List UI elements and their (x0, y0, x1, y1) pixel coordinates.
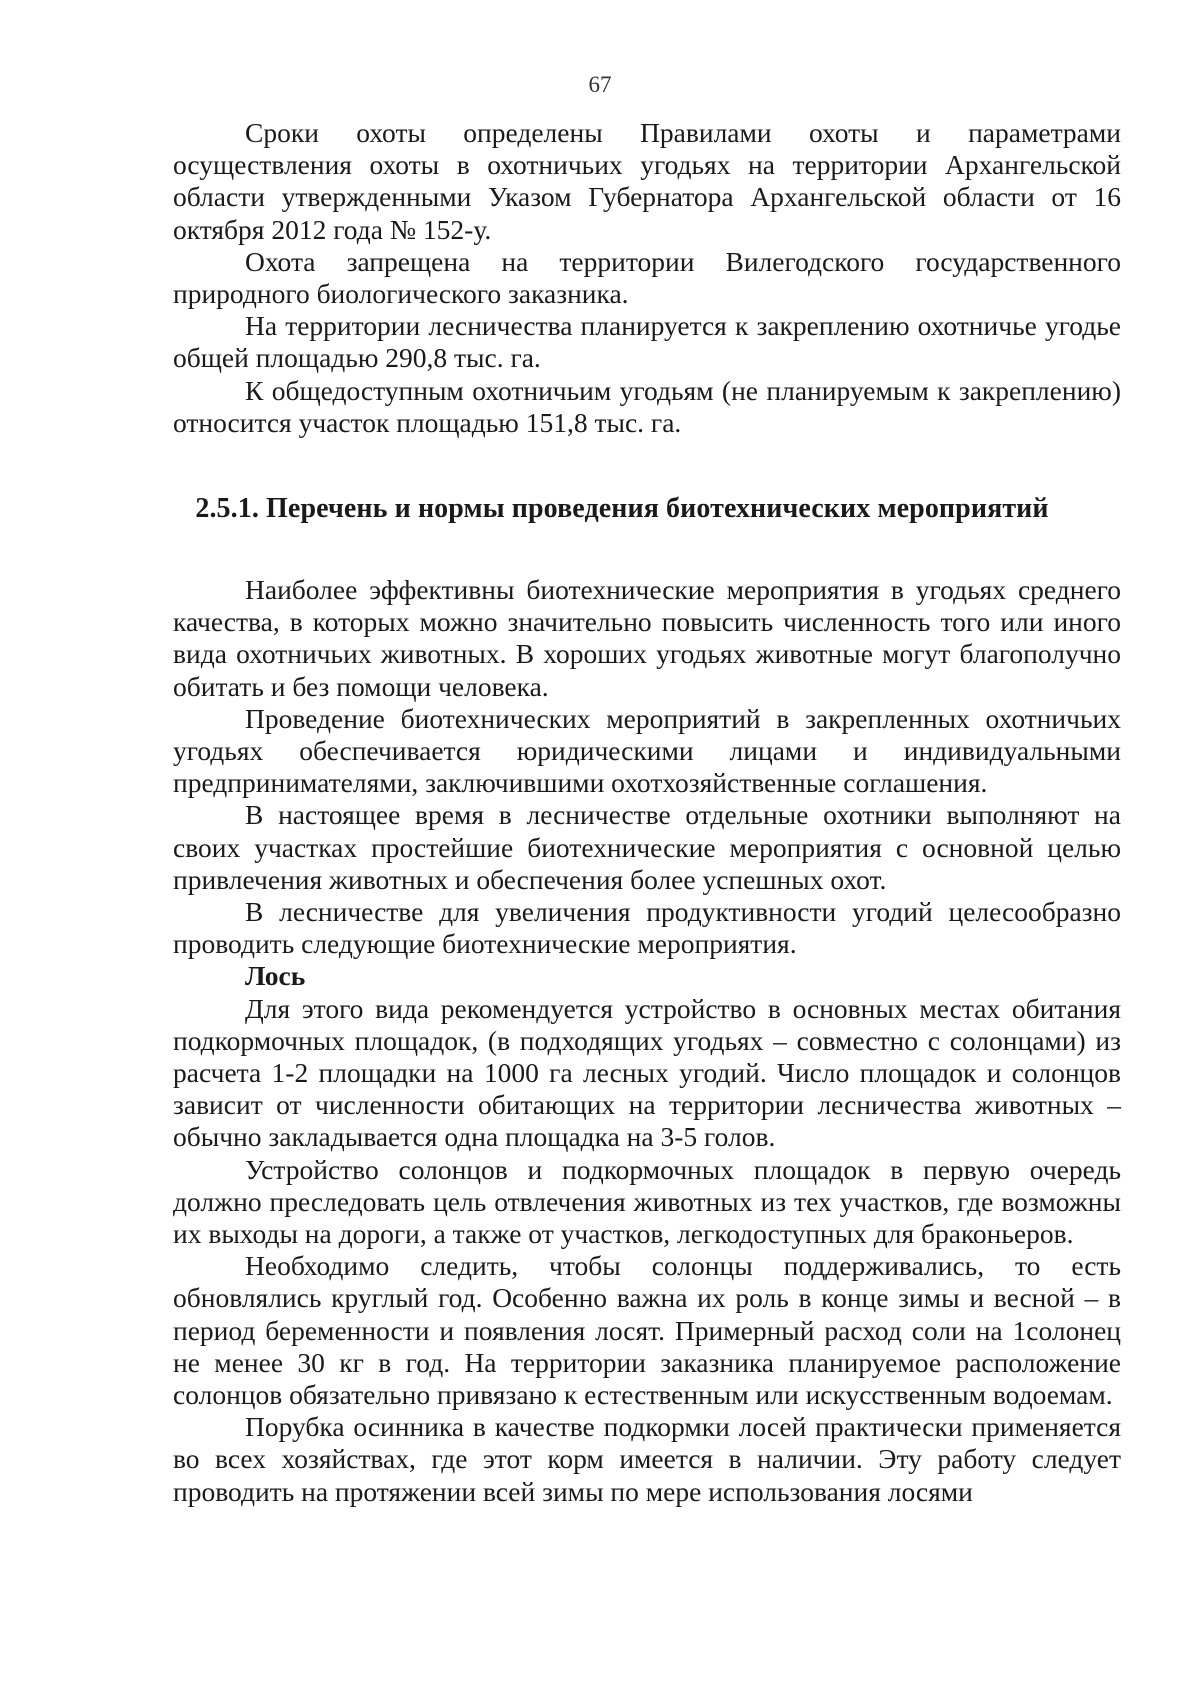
paragraph-salt-licks-purpose: Устройство солонцов и подкормочных площадок в первую очередь должно преследовать цель отвлечения животных из тех участков, где возможны их выходы на дороги, а также от участков, легкодоступных для браконьеров. (173, 1153, 1121, 1250)
paragraph-salt-licks-maintenance: Необходимо следить, чтобы солонцы поддерживались, то есть обновлялись круглый год. Особенно важна их роль в конце зимы и весной – в период беременности и появления лосят. Примерный расход соли на 1солонец не менее 30 кг в год. На территории заказника планируемое расположение солонцов обязательно привязано к естественным или искусственным водоемам. (173, 1250, 1121, 1411)
paragraph-hunting-ban: Охота запрещена на территории Вилегодского государственного природного биологического заказника. (173, 245, 1121, 310)
moose-subheading: Лось (245, 960, 306, 992)
paragraph-feeding-sites: Для этого вида рекомендуется устройство в основных местах обитания подкормочных площадок, (в подходящих угодьях – совместно с солонцами) из расчета 1-2 площадки на 1000 га лесных угодий. Число площадок и солонцов зависит от численности обитающих на территории лесничества животных – обычно закладывается одна площадка на 3-5 голов. (173, 992, 1121, 1153)
paragraph-effectiveness: Наиболее эффективны биотехнические мероприятия в угодьях среднего качества, в которых можно значительно повысить численность того или иного вида охотничьих животных. В хороших угодьях животные могут благополучно обитать и без помощи человека. (173, 574, 1121, 702)
paragraph-responsibility: Проведение биотехнических мероприятий в закрепленных охотничьих угодьях обеспечивается юридическими лицами и индивидуальными предпринимателями, заключившими охотхозяйственные соглашения. (173, 702, 1121, 799)
paragraph-hunting-dates: Сроки охоты определены Правилами охоты и параметрами осуществления охоты в охотничьих угодьях на территории Архангельской области утвержденными Указом Губернатора Архангельской области от 16 октября 2012 года № 152-у. (173, 117, 1121, 245)
paragraph-current-state: В настоящее время в лесничестве отдельные охотники выполняют на своих участках простейшие биотехнические мероприятия с основной целью привлечения животных и обеспечения более успешных охот. (173, 799, 1121, 895)
intro-text-block (173, 117, 1121, 439)
paragraph-public-grounds: К общедоступным охотничьим угодьям (не планируемым к закреплению) относится участок площадью 151,8 тыс. га. (173, 374, 1121, 438)
paragraph-recommendation: В лесничестве для увеличения продуктивности угодий целесообразно проводить следующие биотехнические мероприятия. (173, 896, 1121, 960)
page-number: 67 (588, 72, 612, 97)
paragraph-aspen-cutting: Порубка осинника в качестве подкормки лосей практически применяется во всех хозяйствах, где этот корм имеется в наличии. Эту работу следует проводить на протяжении всей зимы по мере использования лосями (173, 1411, 1121, 1507)
section-text-block (173, 574, 1121, 1508)
section-heading: 2.5.1. Перечень и нормы проведения биотехнических мероприятий (195, 493, 1049, 524)
paragraph-assigned-grounds: На территории лесничества планируется к закреплению охотничье угодье общей площадью 290,8 тыс. га. (173, 310, 1121, 374)
